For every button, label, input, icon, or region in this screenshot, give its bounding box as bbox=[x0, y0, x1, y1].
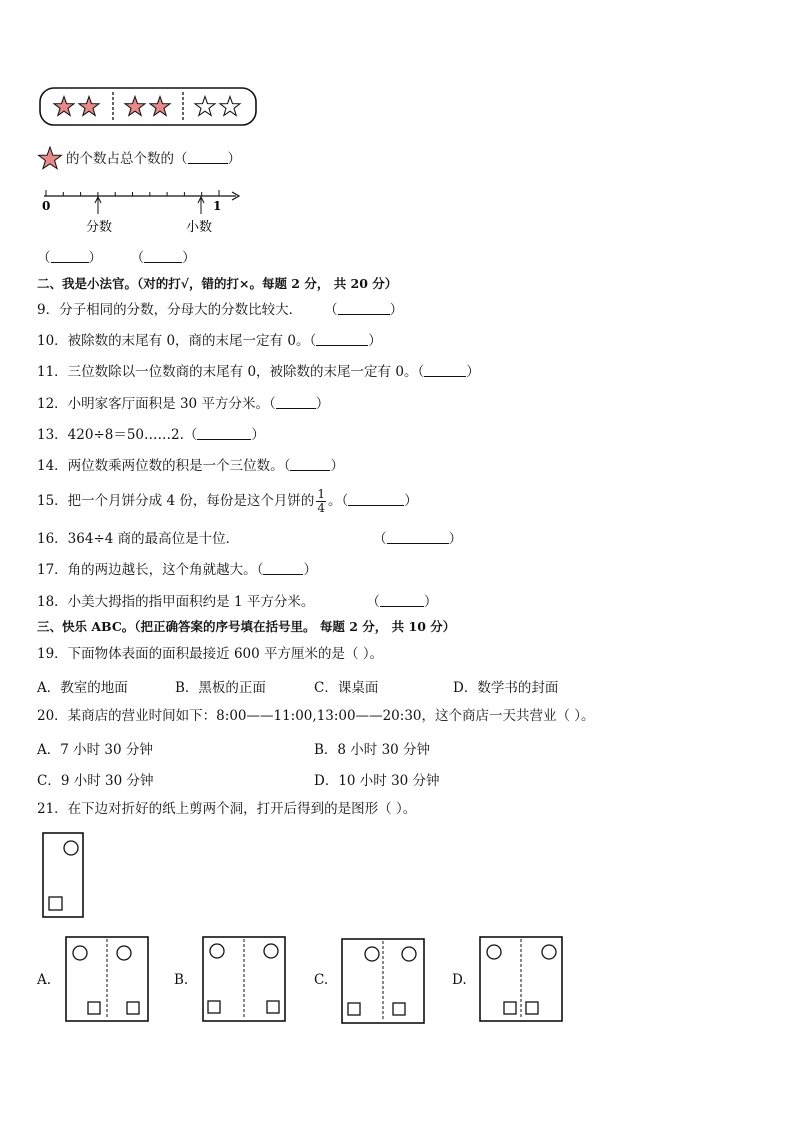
filled-star-icon bbox=[37, 146, 63, 172]
arrow-up-icon bbox=[198, 197, 204, 214]
q19-option-d[interactable]: D．数学书的封面 bbox=[453, 680, 559, 696]
filled-star-icon bbox=[125, 97, 145, 116]
answer-blank[interactable] bbox=[188, 151, 228, 164]
question-12: 12．小明家客厅面积是 30 平方分米。（ ） bbox=[37, 396, 330, 412]
star-fraction-question: 的个数占总个数的（ ） bbox=[66, 151, 241, 167]
q20-option-a[interactable]: A．7 小时 30 分钟 bbox=[37, 742, 153, 758]
answer-blank[interactable] bbox=[338, 302, 390, 315]
answer-blank[interactable] bbox=[276, 396, 316, 409]
answer-blank[interactable] bbox=[51, 250, 89, 263]
answer-blank[interactable] bbox=[197, 427, 251, 440]
filled-star-icon bbox=[150, 97, 170, 116]
question-9: 9．分子相同的分数，分母大的分数比较大． （ ） bbox=[37, 302, 404, 318]
answer-blank[interactable] bbox=[380, 594, 424, 607]
q21-option-a-label[interactable]: A. bbox=[37, 972, 52, 988]
answer-blank[interactable] bbox=[424, 364, 466, 377]
folded-paper-figure bbox=[40, 830, 86, 920]
q19-option-a[interactable]: A．教室的地面 bbox=[37, 680, 128, 696]
question-10: 10．被除数的末尾有 0，商的末尾一定有 0。（ ） bbox=[37, 333, 382, 349]
question-15: 15．把一个月饼分成 4 份，每份是这个月饼的 $\frac{1}{4}$ 。（ ） bbox=[37, 487, 418, 515]
filled-star-icon bbox=[79, 97, 99, 116]
empty-star-icon bbox=[195, 97, 215, 116]
question-13: 13．420÷8＝50……2.（ ） bbox=[37, 427, 265, 443]
q21-option-b-label[interactable]: B. bbox=[174, 972, 189, 988]
question-20: 20．某商店的营业时间如下：8:00——11:00,13:00——20:30，这个商店一天共营业（ ）。 bbox=[37, 708, 595, 724]
q21-option-d-label[interactable]: D. bbox=[452, 972, 467, 988]
question-18: 18．小美大拇指的指甲面积约是 1 平方分米。 （ ） bbox=[37, 594, 438, 610]
filled-star-icon bbox=[54, 97, 74, 116]
q21-option-c-figure[interactable] bbox=[340, 937, 428, 1027]
answer-blank[interactable] bbox=[348, 493, 404, 506]
question-19: 19．下面物体表面的面积最接近 600 平方厘米的是（ ）。 bbox=[37, 646, 384, 662]
number-line bbox=[36, 186, 246, 238]
q21-option-b-figure[interactable] bbox=[201, 935, 289, 1025]
question-11: 11．三位数除以一位数商的末尾有 0，被除数的末尾一定有 0。（ ） bbox=[37, 364, 480, 380]
arrow-up-icon bbox=[95, 197, 101, 214]
q20-option-c[interactable]: C．9 小时 30 分钟 bbox=[37, 773, 154, 789]
numberline-one: 1 bbox=[213, 199, 222, 213]
star-group-figure bbox=[38, 86, 260, 128]
section2-heading: 二、我是小法官。（对的打√，错的打×。每题 2 分， 共 20 分） bbox=[37, 276, 398, 291]
numberline-zero: 0 bbox=[42, 199, 51, 213]
numberline-answers: （ ） （ ） bbox=[37, 250, 196, 266]
answer-blank[interactable] bbox=[263, 562, 303, 575]
question-21: 21．在下边对折好的纸上剪两个洞，打开后得到的是图形（ ）。 bbox=[37, 801, 417, 817]
q19-option-b[interactable]: B．黑板的正面 bbox=[175, 680, 266, 696]
q19-option-c[interactable]: C．课桌面 bbox=[314, 680, 379, 696]
q21-option-d-figure[interactable] bbox=[478, 935, 566, 1025]
question-16: 16．364÷4 商的最高位是十位． （ ） bbox=[37, 531, 463, 547]
label-decimal: 小数 bbox=[186, 220, 213, 235]
answer-blank[interactable] bbox=[144, 250, 182, 263]
answer-blank[interactable] bbox=[290, 458, 330, 471]
answer-blank[interactable] bbox=[316, 333, 368, 346]
label-fraction: 分数 bbox=[86, 220, 113, 235]
question-14: 14．两位数乘两位数的积是一个三位数。（ ） bbox=[37, 458, 344, 474]
q21-option-c-label[interactable]: C. bbox=[314, 972, 329, 988]
question-17: 17．角的两边越长，这个角就越大。（ ） bbox=[37, 562, 317, 578]
answer-blank[interactable] bbox=[387, 531, 449, 544]
q20-option-d[interactable]: D．10 小时 30 分钟 bbox=[314, 773, 440, 789]
fraction-one-quarter: $\frac{1}{4}$ bbox=[317, 487, 325, 515]
q20-option-b[interactable]: B．8 小时 30 分钟 bbox=[314, 742, 431, 758]
q21-option-a-figure[interactable] bbox=[64, 935, 152, 1025]
section3-heading: 三、快乐 ABC。（把正确答案的序号填在括号里。 每题 2 分， 共 10 分） bbox=[37, 619, 456, 634]
empty-star-icon bbox=[220, 97, 240, 116]
